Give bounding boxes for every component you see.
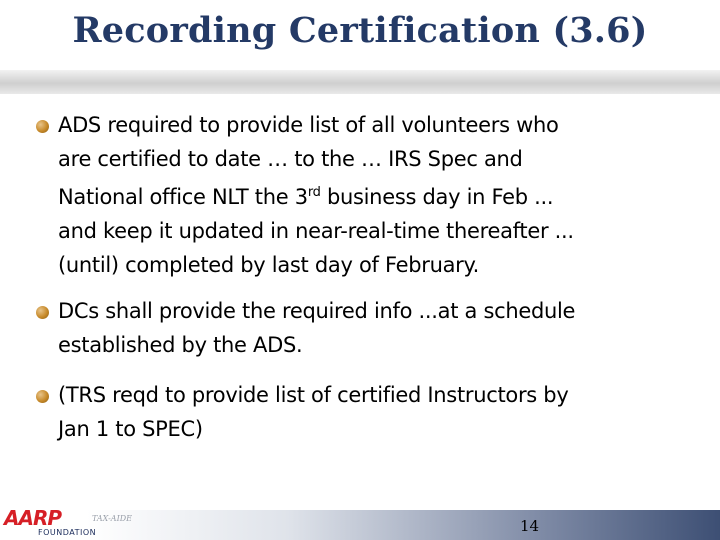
logo-subtitle: FOUNDATION (38, 528, 97, 537)
bullet-dot-icon (36, 120, 49, 133)
logo-mark: AARP (4, 506, 62, 530)
bullet-item (36, 108, 678, 282)
bullet-text: DCs shall provide the required info ...at a schedule established by the ADS. (58, 299, 576, 357)
aarp-foundation-logo (4, 506, 97, 538)
bullet-text: ADS required to provide list of all volunteers who are certified to date … to the … IRS Spec and National office NLT the 3rd business day in Feb ... and keep it updated in near-real-time thereafter ... (until) completed by last day of February. (58, 113, 574, 277)
slide-title: Recording Certification (3.6) (72, 10, 648, 51)
title-divider (0, 70, 720, 94)
bullet-text: (TRS reqd to provide list of certified Instructors by Jan 1 to SPEC) (58, 383, 569, 441)
tax-aide-label: TAX-AIDE (92, 514, 132, 523)
bullet-dot-icon (36, 306, 49, 319)
bullet-item (36, 378, 678, 446)
bullet-item (36, 294, 678, 362)
page-number: 14 (520, 517, 540, 535)
bullet-dot-icon (36, 390, 49, 403)
